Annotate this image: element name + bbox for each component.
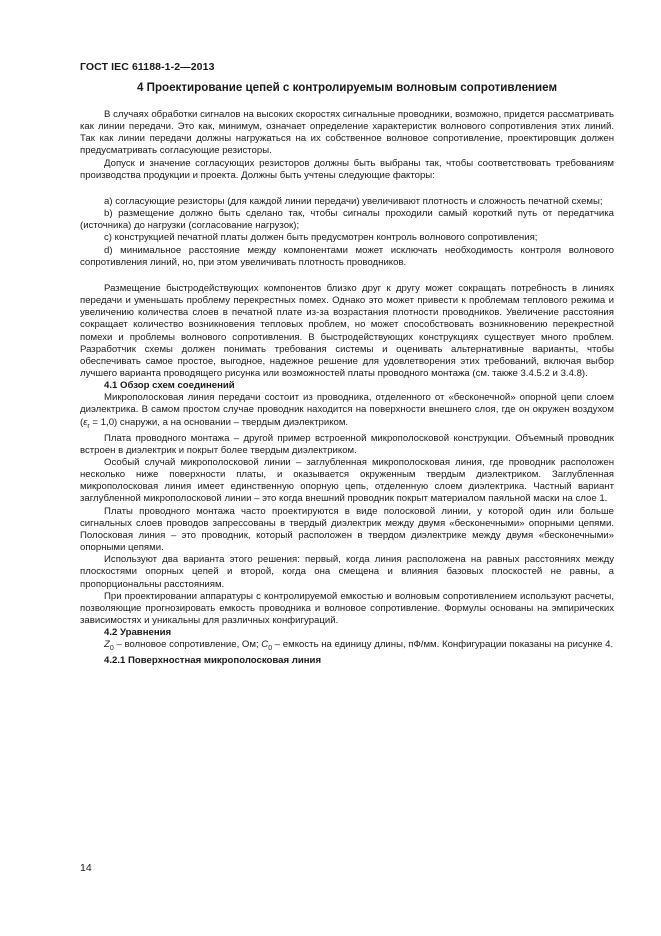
list-item-a: a) согласующие резисторы (для каждой линии передачи) увеличивают плотность и сложность печатной схемы;: [104, 195, 603, 207]
page-content: [80, 81, 614, 668]
paragraph: В случаях обработки сигналов на высоких скоростях сигнальные проводники, возможно, придется рассматривать как линии передачи. Это как, минимум, означает определение характеристик волнового сопротивления этих линий. Так как линии передачи должны нагружаться на их собственное волновое сопротивление, проектировщик должен предусматривать согласующие резисторы.: [80, 109, 614, 157]
paragraph: $Z_0$ – волновое сопротивление, Ом; $C_0$ – емкость на единицу длины, пФ/мм. Конфигурации показаны на рисунке 4.: [104, 639, 614, 653]
section-4-2-title: 4.2 Уравнения: [104, 627, 172, 639]
paragraph: Размещение быстродействующих компонентов близко друг к другу может сокращать потребность в линиях передачи и уменьшать проблему перекрестных помех. Однако это может привести к проблемам теплового режима и увеличению количества слоев в печатной плате из-за возрастания плотности проводников. Увеличение расстояния сокращает количество возникновения тепловых проблем, но может способствовать возникновению перекрестной помехи и проблемы волнового сопротивления. В быстродействующих конструкциях существует много проблем. Разработчик схемы должен понимать требования системы и оценивать альтернативные варианты, чтобы обеспечивать самое простое, выгодное, надежное решение для удовлетворения этих требований, включая выбор лучшего варианта проводящего рисунка или возможностей платы проводного монтажа (см. также 3.4.5.2 и 3.4.8).: [80, 282, 614, 379]
list-item-b: b) размещение должно быть сделано так, чтобы сигналы проходили самый короткий путь от передатчика (источника) до нагрузки (согласование нагрузок);: [80, 208, 614, 232]
list-item-d: d) минимальное расстояние между компонентами может исключать необходимость контроля волнового сопротивления линий, но, при этом увеличивать плотность проводников.: [80, 244, 614, 268]
section-4-1-title: 4.1 Обзор схем соединений: [104, 380, 235, 392]
paragraph: Используют два варианта этого решения: первый, когда линия расположена на равных расстояниях между плоскостями опорных цепей и второй, когда она смещена и влияния базовых плоскостей не равны, а пропорциональны расстояниям.: [80, 554, 614, 590]
paragraph: Платы проводного монтажа часто проектируются в виде полосковой линии, у которой один или больше сигнальных слоев проводов запрессованы в твердый диэлектрик между двумя «бесконечными» опорными цепями. Полосковая линия – это проводник, который расположен в твердом диэлектрике между двумя «бесконечными» опорными цепями.: [80, 505, 614, 554]
section-4-2-1-title: 4.2.1 Поверхностная микрополосковая линия: [104, 655, 322, 667]
section-4-title: 4 Проектирование цепей с контролируемым волновым сопротивлением: [136, 81, 558, 94]
epsilon-symbol: ε: [83, 416, 88, 428]
paragraph: Допуск и значение согласующих резисторов должны быть выбраны так, чтобы соответствовать требованиям производства продукции и проекта. Должны быть учтены следующие факторы:: [80, 157, 614, 181]
page-number: 14: [80, 862, 92, 874]
paragraph: Плата проводного монтажа – другой пример встроенной микрополосковой конструкции. Объемный проводник встроен в диэлектрик и покрыт более твердым диэлектриком.: [80, 432, 614, 456]
paragraph: При проектировании аппаратуры с контролируемой емкостью и волновым сопротивлением используют расчеты, позволяющие прогнозировать емкость проводника и волновое сопротивление. Формулы основаны на эмпирических зависимостях и уникальны для различных конфигураций.: [80, 590, 614, 626]
z0-symbol: Z: [104, 639, 110, 651]
paragraph: Микрополосковая линия передачи состоит из проводника, отделенного от «бесконечной» опорной цепи слоем диэлектрика. В самом простом случае проводник находится на поверхности внешнего слоя, где он окружен воздухом $(\varepsilon_r = 1,0)$ снаружи, а на основании – твердым диэлектриком.: [80, 392, 614, 430]
c0-symbol: C: [261, 639, 269, 651]
list-item-c: c) конструкцией печатной платы должен быть предусмотрен контроль волнового сопротивления;: [104, 232, 538, 244]
paragraph: Особый случай микрополосковой линии – заглубленная микрополосковая линия, где проводник расположен несколько ниже поверхности платы, и оказывается окруженным твердым диэлектриком. Заглубленная микрополосковая линия имеет единственную опорную цепь, отделенную слоем диэлектрика. Частный вариант заглубленной микрополосковой линии – это когда внешний проводник покрыт материалом паяльной маски на слое 1.: [80, 456, 614, 505]
document-header: ГОСТ IEC 61188-1-2—2013: [80, 61, 215, 73]
